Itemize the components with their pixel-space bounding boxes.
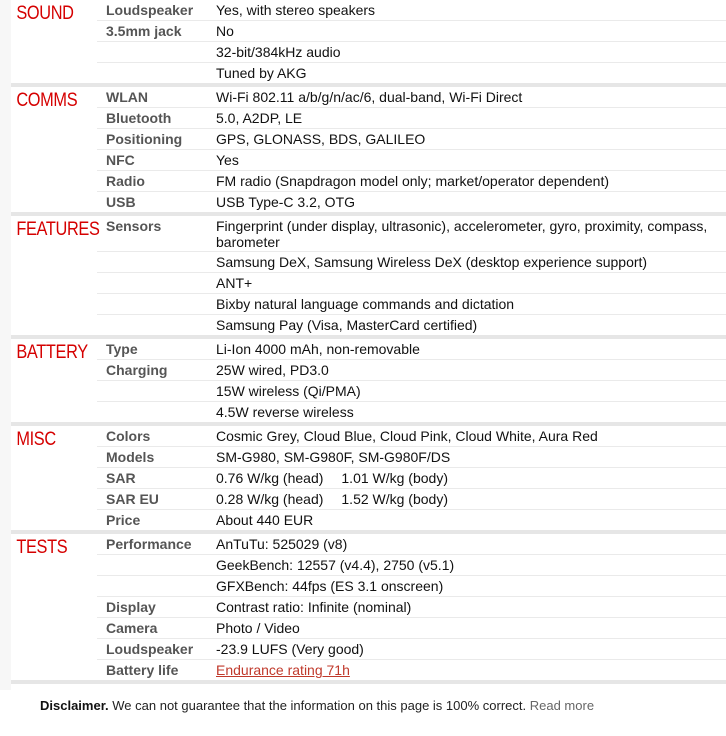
spec-value-text: 32-bit/384kHz audio <box>216 44 341 60</box>
spec-value <box>216 489 726 509</box>
spec-value <box>216 447 726 467</box>
spec-row <box>97 20 726 41</box>
spec-value-text: No <box>216 23 234 39</box>
spec-value <box>216 639 726 659</box>
section-title[interactable]: SOUND <box>16 3 74 24</box>
spec-value-text: FM radio (Snapdragon model only; market/operator dependent) <box>216 173 609 189</box>
spec-value-text: GeekBench: 12557 (v4.4), 2750 (v5.1) <box>216 557 455 573</box>
spec-row <box>97 41 726 62</box>
section-sound <box>0 0 726 83</box>
spec-row <box>97 380 726 401</box>
spec-label[interactable]: Display <box>106 599 156 615</box>
spec-label <box>97 381 216 401</box>
spec-value <box>216 597 726 617</box>
spec-label[interactable]: Price <box>106 512 141 528</box>
spec-value-text: Samsung DeX, Samsung Wireless DeX (desktop experience support) <box>216 254 648 270</box>
spec-value <box>216 468 726 488</box>
section-rows <box>97 339 726 422</box>
spec-value-text: USB Type-C 3.2, OTG <box>216 194 356 210</box>
spec-value <box>216 108 726 128</box>
spec-value-text: Fingerprint (under display, ultrasonic), accelerometer, gyro, proximity, compass, <box>216 218 708 234</box>
spec-value <box>216 192 726 212</box>
spec-value <box>216 426 726 446</box>
spec-row <box>97 659 726 680</box>
spec-value-text: GPS, GLONASS, BDS, GALILEO <box>216 131 426 147</box>
spec-row <box>97 426 726 446</box>
spec-value <box>216 273 726 293</box>
spec-label <box>97 273 216 293</box>
spec-value <box>216 216 726 251</box>
disclaimer-text: We can not guarantee that the information on this page is 100% correct. <box>108 698 530 713</box>
spec-row <box>97 638 726 659</box>
spec-value-text: Yes <box>216 152 239 168</box>
spec-row <box>97 446 726 467</box>
spec-label[interactable]: Charging <box>106 362 168 378</box>
spec-row <box>97 314 726 335</box>
spec-value-text: Samsung Pay (Visa, MasterCard certified) <box>216 317 478 333</box>
spec-row <box>97 488 726 509</box>
spec-label[interactable]: Positioning <box>106 131 183 147</box>
section-rows <box>97 216 726 335</box>
spec-value-text: Cosmic Grey, Cloud Blue, Cloud Pink, Cloud White, Aura Red <box>216 428 598 444</box>
spec-row <box>97 509 726 530</box>
section-battery <box>0 335 726 422</box>
section-rows <box>97 534 726 680</box>
spec-value <box>216 660 726 680</box>
spec-value-text: SM-G980, SM-G980F, SM-G980F/DS <box>216 449 451 465</box>
spec-label[interactable]: Sensors <box>106 218 162 234</box>
spec-label <box>97 42 216 62</box>
spec-value-text: 4.5W reverse wireless <box>216 404 354 420</box>
spec-label <box>97 294 216 314</box>
spec-row <box>97 107 726 128</box>
spec-value-text: About 440 EUR <box>216 512 314 528</box>
spec-label <box>97 63 216 83</box>
section-rows <box>97 426 726 530</box>
spec-row <box>97 251 726 272</box>
spec-value-text: barometer <box>216 234 280 250</box>
spec-row <box>97 272 726 293</box>
spec-row <box>97 359 726 380</box>
spec-row <box>97 467 726 488</box>
spec-value <box>216 315 726 335</box>
spec-row <box>97 401 726 422</box>
spec-value-text: Li-Ion 4000 mAh, non-removable <box>216 341 420 357</box>
section-title[interactable]: TESTS <box>16 537 68 558</box>
spec-value <box>216 171 726 191</box>
spec-value <box>216 294 726 314</box>
spec-value <box>216 252 726 272</box>
spec-label[interactable]: NFC <box>106 152 135 168</box>
spec-row <box>97 87 726 107</box>
spec-value-text: -23.9 LUFS (Very good) <box>216 641 364 657</box>
spec-value <box>216 42 726 62</box>
spec-value <box>216 555 726 575</box>
spec-label[interactable]: USB <box>106 194 136 210</box>
spec-label[interactable]: Radio <box>106 173 145 189</box>
spec-label <box>97 252 216 272</box>
spec-value <box>216 402 726 422</box>
spec-row <box>97 534 726 554</box>
sar-body-value: 1.01 W/kg (body) <box>341 470 448 486</box>
section-rows <box>97 0 726 83</box>
spec-row <box>97 0 726 20</box>
spec-row <box>97 191 726 212</box>
spec-row <box>97 170 726 191</box>
spec-row <box>97 149 726 170</box>
spec-label[interactable]: SAR EU <box>106 491 159 507</box>
spec-value <box>216 21 726 41</box>
spec-value <box>216 510 726 530</box>
spec-value-text: 25W wired, PD3.0 <box>216 362 329 378</box>
spec-label[interactable]: WLAN <box>106 89 148 105</box>
spec-value <box>216 360 726 380</box>
spec-label[interactable]: Models <box>106 449 155 465</box>
spec-value <box>216 87 726 107</box>
spec-label[interactable]: Performance <box>106 536 192 552</box>
spec-value-text: AnTuTu: 525029 (v8) <box>216 536 348 552</box>
spec-value-text: Contrast ratio: Infinite (nominal) <box>216 599 412 615</box>
spec-value <box>216 150 726 170</box>
spec-value <box>216 618 726 638</box>
endurance-rating-link[interactable]: Endurance rating 71h <box>216 662 350 678</box>
spec-row <box>97 554 726 575</box>
spec-value-text: 5.0, A2DP, LE <box>216 110 303 126</box>
spec-label[interactable]: SAR <box>106 470 136 486</box>
spec-value <box>216 381 726 401</box>
disclaimer <box>0 680 726 726</box>
section-title[interactable]: MISC <box>16 429 56 450</box>
spec-value-text: 15W wireless (Qi/PMA) <box>216 383 361 399</box>
section-title[interactable]: BATTERY <box>16 342 88 363</box>
section-comms <box>0 83 726 212</box>
spec-row <box>97 62 726 83</box>
spec-label[interactable]: Loudspeaker <box>106 641 194 657</box>
spec-value-text: Wi-Fi 802.11 a/b/g/n/ac/6, dual-band, Wi-Fi Direct <box>216 89 523 105</box>
spec-value <box>216 63 726 83</box>
sar-head-value: 0.76 W/kg (head) <box>216 470 324 486</box>
spec-value-text: Yes, with stereo speakers <box>216 2 376 18</box>
section-features <box>0 212 726 335</box>
spec-label[interactable]: 3.5mm jack <box>106 23 182 39</box>
spec-value-text: Bixby natural language commands and dictation <box>216 296 515 312</box>
spec-label <box>97 555 216 575</box>
section-tests <box>0 530 726 680</box>
spec-label[interactable]: Camera <box>106 620 158 636</box>
spec-value <box>216 129 726 149</box>
spec-label[interactable]: Colors <box>106 428 151 444</box>
spec-row <box>97 216 726 251</box>
disclaimer-label: Disclaimer. <box>40 698 109 713</box>
spec-label <box>97 315 216 335</box>
section-misc <box>0 422 726 530</box>
spec-label[interactable]: Type <box>106 341 138 357</box>
spec-value-text: Tuned by AKG <box>216 65 307 81</box>
spec-value <box>216 534 726 554</box>
sar-body-value: 1.52 W/kg (body) <box>341 491 448 507</box>
spec-value-text: Photo / Video <box>216 620 300 636</box>
spec-value <box>216 339 726 359</box>
spec-value <box>216 576 726 596</box>
spec-label[interactable]: Loudspeaker <box>106 2 194 18</box>
spec-value-text: ANT+ <box>216 275 253 291</box>
section-rows <box>97 87 726 212</box>
section-title[interactable]: COMMS <box>16 90 78 111</box>
spec-row <box>97 617 726 638</box>
spec-label[interactable]: Bluetooth <box>106 110 172 126</box>
spec-value <box>216 0 726 20</box>
read-more-link[interactable]: Read more <box>529 698 595 713</box>
spec-label <box>97 576 216 596</box>
spec-row <box>97 128 726 149</box>
spec-row <box>97 293 726 314</box>
spec-label[interactable]: Battery life <box>106 662 179 678</box>
sar-head-value: 0.28 W/kg (head) <box>216 491 324 507</box>
spec-row <box>97 575 726 596</box>
spec-row <box>97 596 726 617</box>
spec-value-text: GFXBench: 44fps (ES 3.1 onscreen) <box>216 578 444 594</box>
spec-row <box>97 339 726 359</box>
section-title[interactable]: FEATURES <box>16 219 100 240</box>
spec-label <box>97 402 216 422</box>
